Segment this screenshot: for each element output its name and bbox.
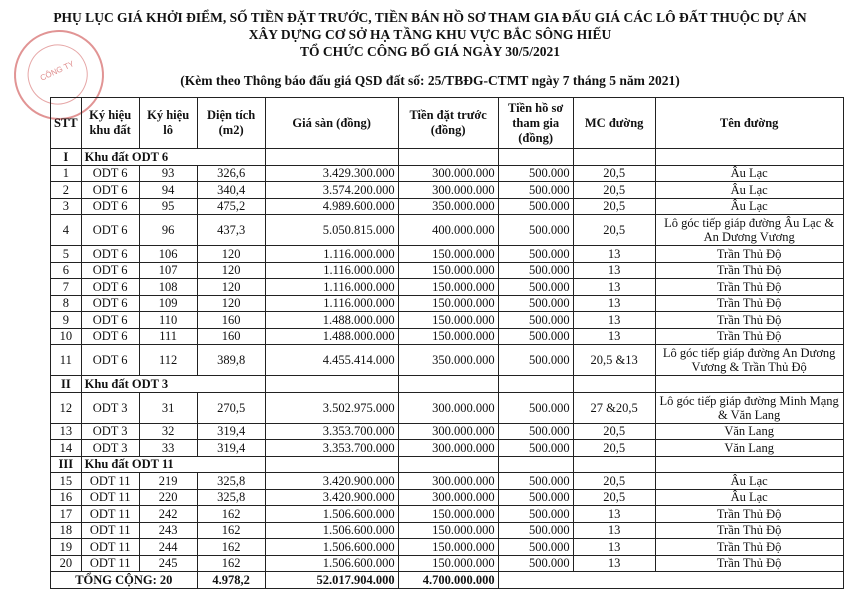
- cell-khu-dat: ODT 6: [81, 198, 139, 215]
- empty-cell: [265, 149, 398, 166]
- group-name: Khu đất ODT 3: [81, 376, 265, 393]
- cell-dien-tich: 325,8: [197, 489, 265, 506]
- cell-gia-san: 3.429.300.000: [265, 165, 398, 182]
- empty-cell: [573, 149, 655, 166]
- cell-stt: 6: [51, 262, 82, 279]
- cell-gia-san: 1.506.600.000: [265, 555, 398, 572]
- cell-lo: 32: [139, 423, 197, 440]
- cell-stt: 13: [51, 423, 82, 440]
- cell-lo: 112: [139, 345, 197, 376]
- cell-tien-ho-so: 500.000: [498, 423, 573, 440]
- empty-cell: [655, 149, 843, 166]
- cell-tien-dat-truoc: 400.000.000: [398, 215, 498, 246]
- title-reference: (Kèm theo Thông báo đấu giá QSD đất số: 25/TBĐG-CTMT ngày 7 tháng 5 năm 2021): [180, 73, 680, 88]
- cell-ten-duong: Trần Thủ Độ: [655, 555, 843, 572]
- empty-cell: [655, 456, 843, 473]
- cell-khu-dat: ODT 6: [81, 295, 139, 312]
- table-row: [51, 328, 844, 345]
- cell-tien-ho-so: 500.000: [498, 345, 573, 376]
- cell-lo: 106: [139, 246, 197, 263]
- cell-dien-tich: 162: [197, 555, 265, 572]
- empty-cell: [265, 376, 398, 393]
- cell-lo: 107: [139, 262, 197, 279]
- cell-gia-san: 1.116.000.000: [265, 279, 398, 296]
- cell-tien-dat-truoc: 150.000.000: [398, 295, 498, 312]
- cell-tien-ho-so: 500.000: [498, 215, 573, 246]
- cell-gia-san: 1.488.000.000: [265, 312, 398, 329]
- cell-tien-ho-so: 500.000: [498, 328, 573, 345]
- empty-cell: [398, 376, 498, 393]
- cell-stt: 5: [51, 246, 82, 263]
- empty-cell: [655, 376, 843, 393]
- col-header-ho-so: Tiền hồ sơ tham gia (đồng): [498, 98, 573, 149]
- table-row: [51, 182, 844, 199]
- cell-gia-san: 3.420.900.000: [265, 473, 398, 490]
- cell-tien-ho-so: 500.000: [498, 440, 573, 457]
- group-row: [51, 149, 844, 166]
- cell-ten-duong: Âu Lạc: [655, 473, 843, 490]
- cell-lo: 96: [139, 215, 197, 246]
- price-table: [50, 97, 844, 589]
- cell-stt: 19: [51, 539, 82, 556]
- cell-stt: 16: [51, 489, 82, 506]
- cell-dien-tich: 120: [197, 279, 265, 296]
- cell-mc-duong: 20,5: [573, 489, 655, 506]
- col-header-gia: Giá sàn (đồng): [265, 98, 398, 149]
- cell-tien-ho-so: 500.000: [498, 198, 573, 215]
- group-row: [51, 376, 844, 393]
- cell-mc-duong: 13: [573, 555, 655, 572]
- cell-lo: 109: [139, 295, 197, 312]
- cell-gia-san: 4.989.600.000: [265, 198, 398, 215]
- cell-lo: 94: [139, 182, 197, 199]
- total-dien-tich: 4.978,2: [197, 572, 265, 589]
- empty-cell: [498, 376, 573, 393]
- group-number: I: [51, 149, 82, 166]
- col-header-stt: STT: [51, 98, 82, 149]
- cell-lo: 244: [139, 539, 197, 556]
- cell-dien-tich: 120: [197, 246, 265, 263]
- cell-dien-tich: 319,4: [197, 440, 265, 457]
- cell-stt: 7: [51, 279, 82, 296]
- cell-khu-dat: ODT 6: [81, 182, 139, 199]
- cell-tien-dat-truoc: 300.000.000: [398, 182, 498, 199]
- col-header-dt: Diện tích (m2): [197, 98, 265, 149]
- cell-stt: 12: [51, 392, 82, 423]
- group-number: II: [51, 376, 82, 393]
- cell-ten-duong: Âu Lạc: [655, 182, 843, 199]
- table-row: [51, 279, 844, 296]
- table-row: [51, 489, 844, 506]
- cell-mc-duong: 13: [573, 506, 655, 523]
- cell-tien-ho-so: 500.000: [498, 392, 573, 423]
- cell-ten-duong: Lô góc tiếp giáp đường An Dương Vương & Trần Thủ Độ: [655, 345, 843, 376]
- table-row: [51, 215, 844, 246]
- cell-lo: 111: [139, 328, 197, 345]
- cell-lo: 219: [139, 473, 197, 490]
- cell-mc-duong: 20,5: [573, 423, 655, 440]
- empty-cell: [498, 456, 573, 473]
- table-row: [51, 345, 844, 376]
- cell-mc-duong: 20,5: [573, 182, 655, 199]
- table-row: [51, 295, 844, 312]
- table-row: [51, 262, 844, 279]
- cell-dien-tich: 325,8: [197, 473, 265, 490]
- table-row: [51, 539, 844, 556]
- cell-stt: 17: [51, 506, 82, 523]
- cell-gia-san: 1.506.600.000: [265, 506, 398, 523]
- cell-dien-tich: 162: [197, 539, 265, 556]
- cell-tien-dat-truoc: 300.000.000: [398, 473, 498, 490]
- cell-stt: 18: [51, 522, 82, 539]
- cell-gia-san: 1.488.000.000: [265, 328, 398, 345]
- cell-ten-duong: Trần Thủ Độ: [655, 246, 843, 263]
- cell-tien-ho-so: 500.000: [498, 246, 573, 263]
- cell-stt: 2: [51, 182, 82, 199]
- cell-gia-san: 4.455.414.000: [265, 345, 398, 376]
- cell-ten-duong: Trần Thủ Độ: [655, 328, 843, 345]
- cell-gia-san: 3.353.700.000: [265, 423, 398, 440]
- cell-ten-duong: Trần Thủ Độ: [655, 312, 843, 329]
- company-stamp: CÔNG TY: [0, 15, 119, 135]
- cell-mc-duong: 13: [573, 295, 655, 312]
- cell-mc-duong: 13: [573, 522, 655, 539]
- total-tien-dat-truoc: 4.700.000.000: [398, 572, 498, 589]
- cell-ten-duong: Trần Thủ Độ: [655, 262, 843, 279]
- cell-khu-dat: ODT 11: [81, 473, 139, 490]
- cell-tien-ho-so: 500.000: [498, 555, 573, 572]
- cell-mc-duong: 13: [573, 279, 655, 296]
- cell-gia-san: 1.506.600.000: [265, 522, 398, 539]
- cell-ten-duong: Văn Lang: [655, 440, 843, 457]
- cell-tien-ho-so: 500.000: [498, 165, 573, 182]
- cell-lo: 110: [139, 312, 197, 329]
- table-row: [51, 246, 844, 263]
- cell-mc-duong: 13: [573, 312, 655, 329]
- cell-tien-dat-truoc: 300.000.000: [398, 392, 498, 423]
- cell-stt: 10: [51, 328, 82, 345]
- cell-khu-dat: ODT 3: [81, 423, 139, 440]
- col-header-mc: MC đường: [573, 98, 655, 149]
- cell-mc-duong: 13: [573, 328, 655, 345]
- cell-ten-duong: Âu Lạc: [655, 165, 843, 182]
- table-header-row: [51, 98, 844, 149]
- cell-khu-dat: ODT 11: [81, 489, 139, 506]
- cell-dien-tich: 160: [197, 312, 265, 329]
- table-row: [51, 522, 844, 539]
- cell-tien-dat-truoc: 150.000.000: [398, 522, 498, 539]
- cell-khu-dat: ODT 11: [81, 506, 139, 523]
- total-label: TỔNG CỘNG: 20: [51, 572, 198, 589]
- table-row: [51, 555, 844, 572]
- empty-cell: [573, 456, 655, 473]
- cell-mc-duong: 13: [573, 246, 655, 263]
- cell-ten-duong: Lô góc tiếp giáp đường Âu Lạc & An Dương Vương: [655, 215, 843, 246]
- group-row: [51, 456, 844, 473]
- empty-cell: [265, 456, 398, 473]
- cell-tien-dat-truoc: 300.000.000: [398, 165, 498, 182]
- cell-dien-tich: 319,4: [197, 423, 265, 440]
- cell-gia-san: 1.506.600.000: [265, 539, 398, 556]
- cell-dien-tich: 120: [197, 295, 265, 312]
- cell-mc-duong: 13: [573, 539, 655, 556]
- cell-tien-dat-truoc: 150.000.000: [398, 279, 498, 296]
- cell-dien-tich: 437,3: [197, 215, 265, 246]
- cell-tien-dat-truoc: 350.000.000: [398, 345, 498, 376]
- cell-tien-dat-truoc: 150.000.000: [398, 506, 498, 523]
- table-row: [51, 165, 844, 182]
- empty-cell: [498, 149, 573, 166]
- col-header-khu: Ký hiệu khu đất: [81, 98, 139, 149]
- cell-stt: 20: [51, 555, 82, 572]
- cell-dien-tich: 162: [197, 506, 265, 523]
- cell-ten-duong: Âu Lạc: [655, 489, 843, 506]
- cell-dien-tich: 162: [197, 522, 265, 539]
- cell-ten-duong: Lô góc tiếp giáp đường Minh Mạng & Văn Lang: [655, 392, 843, 423]
- col-header-ten: Tên đường: [655, 98, 843, 149]
- total-gia-san: 52.017.904.000: [265, 572, 398, 589]
- cell-lo: 245: [139, 555, 197, 572]
- cell-lo: 31: [139, 392, 197, 423]
- cell-ten-duong: Trần Thủ Độ: [655, 539, 843, 556]
- cell-tien-dat-truoc: 150.000.000: [398, 555, 498, 572]
- cell-tien-ho-so: 500.000: [498, 182, 573, 199]
- cell-ten-duong: Văn Lang: [655, 423, 843, 440]
- cell-mc-duong: 20,5: [573, 440, 655, 457]
- cell-khu-dat: ODT 11: [81, 555, 139, 572]
- cell-tien-dat-truoc: 350.000.000: [398, 198, 498, 215]
- cell-tien-ho-so: 500.000: [498, 312, 573, 329]
- cell-gia-san: 1.116.000.000: [265, 262, 398, 279]
- cell-mc-duong: 27 &20,5: [573, 392, 655, 423]
- title-line-3: TỔ CHỨC CÔNG BỐ GIÁ NGÀY 30/5/2021: [299, 44, 560, 59]
- cell-mc-duong: 20,5: [573, 198, 655, 215]
- cell-stt: 1: [51, 165, 82, 182]
- cell-dien-tich: 326,6: [197, 165, 265, 182]
- cell-tien-dat-truoc: 150.000.000: [398, 539, 498, 556]
- cell-tien-dat-truoc: 150.000.000: [398, 312, 498, 329]
- cell-tien-dat-truoc: 150.000.000: [398, 262, 498, 279]
- cell-gia-san: 1.116.000.000: [265, 295, 398, 312]
- cell-dien-tich: 270,5: [197, 392, 265, 423]
- cell-ten-duong: Âu Lạc: [655, 198, 843, 215]
- cell-gia-san: 3.502.975.000: [265, 392, 398, 423]
- table-row: [51, 198, 844, 215]
- cell-tien-ho-so: 500.000: [498, 506, 573, 523]
- cell-gia-san: 3.574.200.000: [265, 182, 398, 199]
- table-row: [51, 440, 844, 457]
- cell-stt: 4: [51, 215, 82, 246]
- cell-tien-ho-so: 500.000: [498, 539, 573, 556]
- cell-dien-tich: 389,8: [197, 345, 265, 376]
- cell-khu-dat: ODT 6: [81, 279, 139, 296]
- table-row: [51, 506, 844, 523]
- cell-khu-dat: ODT 6: [81, 345, 139, 376]
- cell-khu-dat: ODT 11: [81, 522, 139, 539]
- cell-gia-san: 3.420.900.000: [265, 489, 398, 506]
- cell-tien-dat-truoc: 300.000.000: [398, 440, 498, 457]
- title-line-1: PHỤ LỤC GIÁ KHỞI ĐIỂM, SỐ TIỀN ĐẶT TRƯỚC, TIỀN BÁN HỒ SƠ THAM GIA ĐẤU GIÁ CÁC LÔ ĐẤT THUỘC DỰ ÁN: [53, 10, 807, 25]
- cell-stt: 11: [51, 345, 82, 376]
- cell-khu-dat: ODT 6: [81, 215, 139, 246]
- cell-dien-tich: 340,4: [197, 182, 265, 199]
- cell-mc-duong: 20,5: [573, 473, 655, 490]
- cell-lo: 93: [139, 165, 197, 182]
- cell-tien-ho-so: 500.000: [498, 279, 573, 296]
- cell-stt: 8: [51, 295, 82, 312]
- cell-gia-san: 1.116.000.000: [265, 246, 398, 263]
- cell-tien-ho-so: 500.000: [498, 522, 573, 539]
- cell-khu-dat: ODT 11: [81, 539, 139, 556]
- col-header-lo: Ký hiệu lô: [139, 98, 197, 149]
- table-row: [51, 392, 844, 423]
- cell-khu-dat: ODT 6: [81, 246, 139, 263]
- cell-lo: 220: [139, 489, 197, 506]
- group-name: Khu đất ODT 6: [81, 149, 265, 166]
- cell-lo: 242: [139, 506, 197, 523]
- empty-cell: [573, 376, 655, 393]
- cell-ten-duong: Trần Thủ Độ: [655, 522, 843, 539]
- cell-dien-tich: 475,2: [197, 198, 265, 215]
- group-number: III: [51, 456, 82, 473]
- cell-mc-duong: 20,5: [573, 215, 655, 246]
- cell-khu-dat: ODT 6: [81, 262, 139, 279]
- cell-khu-dat: ODT 6: [81, 165, 139, 182]
- cell-tien-dat-truoc: 150.000.000: [398, 328, 498, 345]
- cell-khu-dat: ODT 3: [81, 392, 139, 423]
- cell-khu-dat: ODT 6: [81, 328, 139, 345]
- cell-tien-dat-truoc: 150.000.000: [398, 246, 498, 263]
- cell-lo: 108: [139, 279, 197, 296]
- cell-stt: 9: [51, 312, 82, 329]
- group-name: Khu đất ODT 11: [81, 456, 265, 473]
- cell-mc-duong: 20,5 &13: [573, 345, 655, 376]
- cell-ten-duong: Trần Thủ Độ: [655, 279, 843, 296]
- table-row: [51, 423, 844, 440]
- empty-cell: [398, 456, 498, 473]
- empty-cell: [398, 149, 498, 166]
- cell-tien-ho-so: 500.000: [498, 262, 573, 279]
- cell-dien-tich: 120: [197, 262, 265, 279]
- cell-khu-dat: ODT 3: [81, 440, 139, 457]
- cell-lo: 95: [139, 198, 197, 215]
- cell-dien-tich: 160: [197, 328, 265, 345]
- cell-ten-duong: Trần Thủ Độ: [655, 506, 843, 523]
- cell-stt: 3: [51, 198, 82, 215]
- cell-gia-san: 3.353.700.000: [265, 440, 398, 457]
- cell-khu-dat: ODT 6: [81, 312, 139, 329]
- col-header-dat-truoc: Tiền đặt trước (đồng): [398, 98, 498, 149]
- cell-tien-ho-so: 500.000: [498, 473, 573, 490]
- title-line-2: XÂY DỰNG CƠ SỞ HẠ TẦNG KHU VỰC BẮC SÔNG HIẾU: [248, 27, 612, 42]
- cell-stt: 15: [51, 473, 82, 490]
- cell-gia-san: 5.050.815.000: [265, 215, 398, 246]
- table-row: [51, 312, 844, 329]
- cell-stt: 14: [51, 440, 82, 457]
- cell-lo: 243: [139, 522, 197, 539]
- cell-tien-dat-truoc: 300.000.000: [398, 489, 498, 506]
- table-row: [51, 473, 844, 490]
- cell-mc-duong: 13: [573, 262, 655, 279]
- cell-mc-duong: 20,5: [573, 165, 655, 182]
- cell-lo: 33: [139, 440, 197, 457]
- cell-ten-duong: Trần Thủ Độ: [655, 295, 843, 312]
- cell-tien-dat-truoc: 300.000.000: [398, 423, 498, 440]
- cell-tien-ho-so: 500.000: [498, 295, 573, 312]
- cell-tien-ho-so: 500.000: [498, 489, 573, 506]
